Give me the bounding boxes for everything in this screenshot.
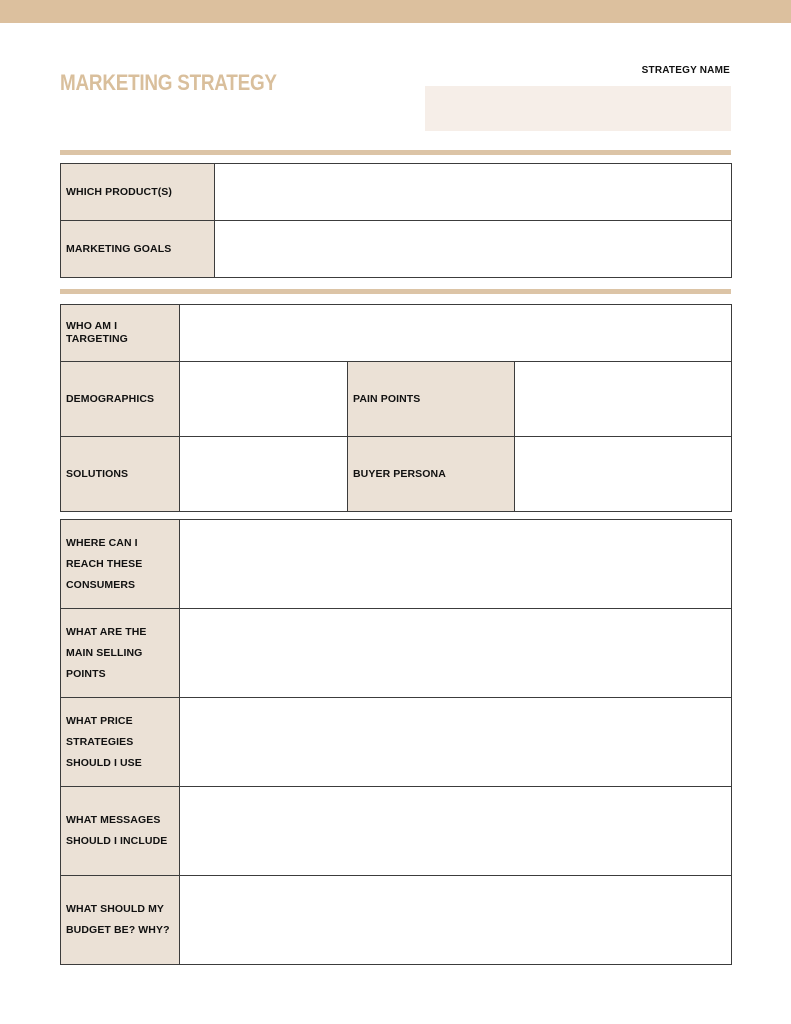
table-row [61,437,732,512]
table-row [61,698,732,787]
divider-2 [60,289,731,294]
messages-field[interactable] [180,787,732,876]
budget-field[interactable] [180,876,732,965]
table-row [61,520,732,609]
divider-1 [60,150,731,155]
buyer-persona-field[interactable] [515,437,732,512]
table-row [61,876,732,965]
marketing-goals-field[interactable] [215,221,732,278]
selling-points-label: WHAT ARE THE MAIN SELLING POINTS [61,609,180,698]
page-title: MARKETING STRATEGY [60,70,277,95]
strategy-questions-table [60,519,732,965]
table-row [61,787,732,876]
table-row [61,305,732,362]
messages-label: WHAT MESSAGES SHOULD I INCLUDE [61,787,180,876]
demographics-label: DEMOGRAPHICS [61,362,180,437]
products-label: WHICH PRODUCT(S) [61,164,215,221]
pain-points-field[interactable] [515,362,732,437]
targeting-field[interactable] [180,305,732,362]
strategy-name-label: STRATEGY NAME [641,65,730,76]
reach-consumers-label: WHERE CAN I REACH THESE CONSUMERS [61,520,180,609]
strategy-name-field[interactable] [425,86,731,131]
table-row [61,362,732,437]
buyer-persona-label: BUYER PERSONA [348,437,515,512]
table-row [61,221,732,278]
pain-points-label: PAIN POINTS [348,362,515,437]
products-field[interactable] [215,164,732,221]
targeting-table [60,304,732,512]
marketing-goals-label: MARKETING GOALS [61,221,215,278]
table-row [61,164,732,221]
price-strategies-label: WHAT PRICE STRATEGIES SHOULD I USE [61,698,180,787]
solutions-label: SOLUTIONS [61,437,180,512]
solutions-field[interactable] [180,437,348,512]
selling-points-field[interactable] [180,609,732,698]
demographics-field[interactable] [180,362,348,437]
targeting-label: WHO AM I TARGETING [61,305,180,362]
product-goals-table [60,163,732,278]
price-strategies-field[interactable] [180,698,732,787]
budget-label: WHAT SHOULD MY BUDGET BE? WHY? [61,876,180,965]
reach-consumers-field[interactable] [180,520,732,609]
top-accent-bar [0,0,791,23]
table-row [61,609,732,698]
